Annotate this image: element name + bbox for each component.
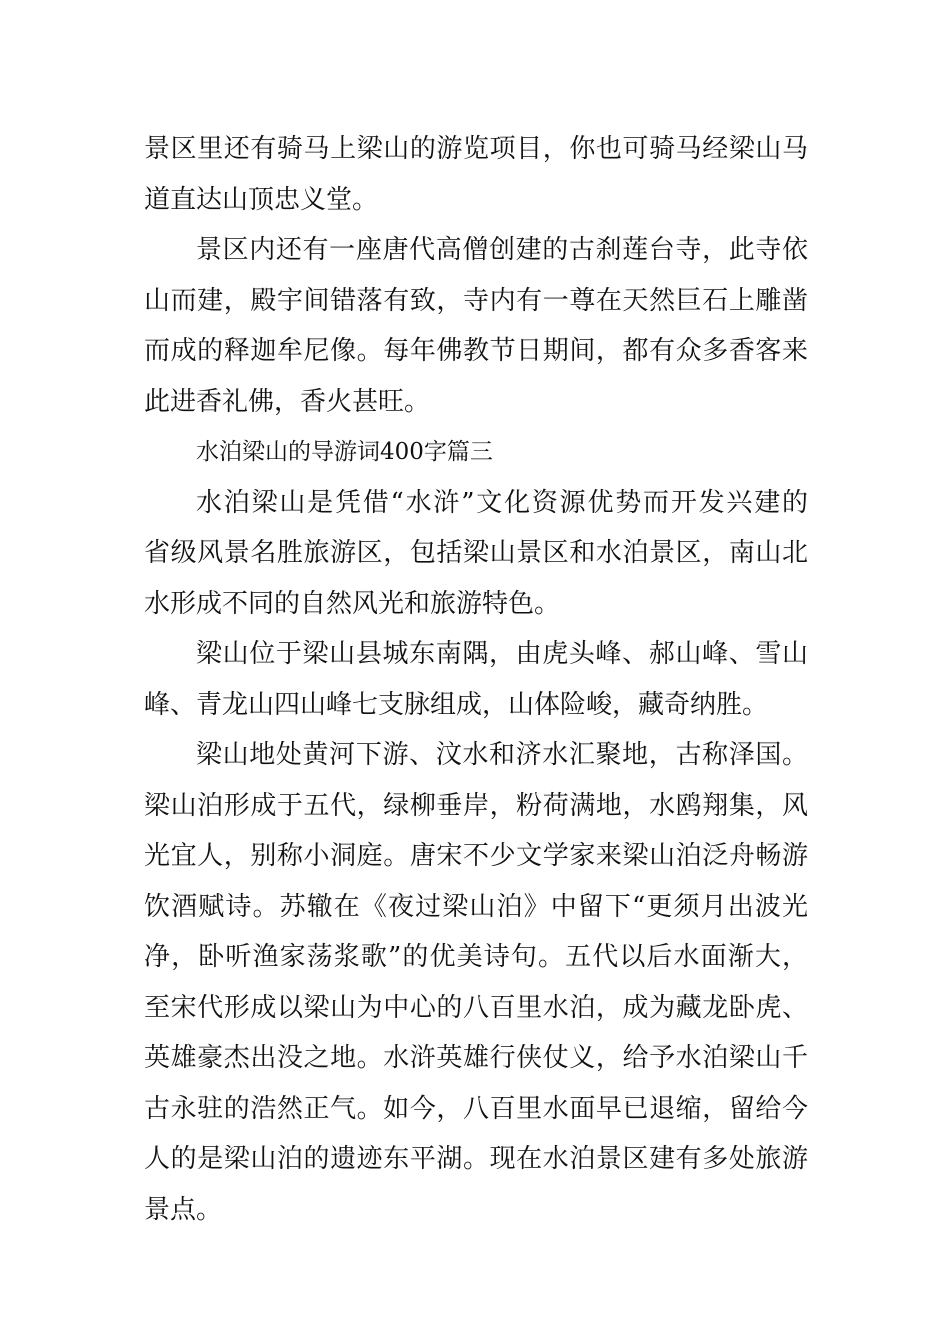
text-line: 饮酒赋诗。苏辙在《夜过梁山泊》中留下“更须月出波光 (144, 891, 808, 922)
text-line: 光宜人，别称小洞庭。唐宋不少文学家来梁山泊泛舟畅游 (144, 841, 808, 871)
text-line: 梁山位于梁山县城东南隅，由虎头峰、郝山峰、雪山 (196, 639, 808, 669)
text-line: 景点。 (144, 1194, 223, 1225)
text-line: 人的是梁山泊的遗迹东平湖。现在水泊景区建有多处旅游 (144, 1144, 808, 1174)
text-line: 景区内还有一座唐代高僧创建的古刹莲台寺，此寺依 (196, 235, 808, 265)
section-heading: 水泊梁山的导游词400字篇三 (196, 439, 493, 465)
text-line: 净，卧听渔家荡浆歌”的优美诗句。五代以后水面渐大， (144, 942, 808, 972)
text-line: 山而建，殿宇间错落有致，寺内有一尊在天然巨石上雕凿 (144, 285, 808, 316)
text-line: 梁山地处黄河下游、汶水和济水汇聚地，古称泽国。 (196, 740, 808, 770)
text-line: 水泊梁山是凭借“水浒”文化资源优势而开发兴建的 (196, 487, 808, 518)
text-line: 英雄豪杰出没之地。水浒英雄行侠仗义，给予水泊梁山千 (144, 1043, 808, 1073)
text-line: 水形成不同的自然风光和旅游特色。 (144, 588, 561, 619)
document-body (144, 124, 808, 1235)
text-line: 而成的释迦牟尼像。每年佛教节日期间，都有众多香客来 (144, 336, 808, 366)
text-line: 古永驻的浩然正气。如今，八百里水面早已退缩，留给今 (144, 1093, 808, 1124)
text-line: 道直达山顶忠义堂。 (144, 184, 379, 215)
text-line: 此进香礼佛，香火甚旺。 (144, 386, 431, 417)
text-line: 梁山泊形成于五代，绿柳垂岸，粉荷满地，水鸥翔集，风 (144, 790, 808, 821)
text-line: 至宋代形成以梁山为中心的八百里水泊，成为藏龙卧虎、 (144, 992, 808, 1023)
text-line: 省级风景名胜旅游区，包括梁山景区和水泊景区，南山北 (144, 538, 808, 568)
text-line: 景区里还有骑马上梁山的游览项目，你也可骑马经梁山马 (144, 134, 808, 164)
text-line: 峰、青龙山四山峰七支脉组成，山体险峻，藏奇纳胜。 (144, 689, 769, 720)
